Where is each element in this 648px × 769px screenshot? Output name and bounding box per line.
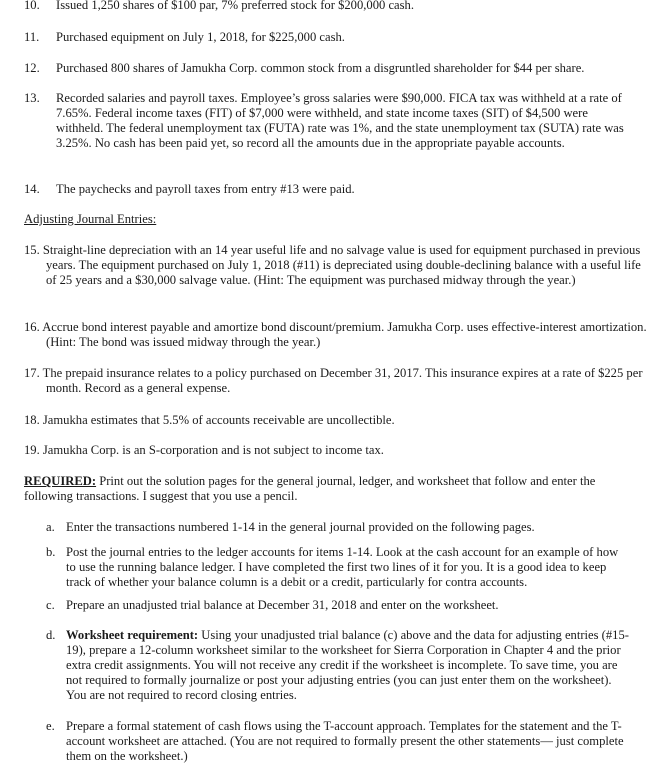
sub-item-letter: d. (46, 628, 56, 642)
item-11 (24, 30, 630, 45)
sub-item-b (46, 545, 630, 590)
worksheet-requirement-label: Worksheet requirement: (66, 628, 199, 642)
sub-item-text: Prepare an unadjusted trial balance at December 31, 2018 and enter on the worksheet. (66, 598, 499, 612)
sub-item-letter: c. (46, 598, 55, 612)
item-text: Purchased equipment on July 1, 2018, for $225,000 cash. (56, 30, 345, 44)
item-number: 10. (24, 0, 40, 12)
item-text: Recorded salaries and payroll taxes. Employee’s gross salaries were $90,000. FICA tax was withheld at a rate of 7.65%. Federal income taxes (FIT) of $7,000 were withheld, and state income taxes (SIT) of $4,500 were withheld. The federal unemployment tax (FUTA) rate was 1%, and the state unemployment tax (SUTA) rate was 3.25%. No cash has been paid yet, so record all the amounts due in the appropriate payable accounts. (56, 91, 624, 150)
sub-item-text: Post the journal entries to the ledger accounts for items 1-14. Look at the cash account for an example of how to use the running balance ledger. I have completed the first two lines of it for you. It is a good idea to keep track of whether your balance column is a debit or a credit, particularly for contra accounts. (66, 545, 619, 589)
required-paragraph (24, 474, 630, 504)
item-text: Purchased 800 shares of Jamukha Corp. common stock from a disgruntled shareholder for $44 per share. (56, 61, 585, 75)
sub-item-letter: e. (46, 719, 55, 733)
sub-item-d (46, 628, 630, 703)
item-19: 19. Jamukha Corp. is an S-corporation and is not subject to income tax. (24, 443, 384, 457)
item-16: 16. Accrue bond interest payable and amortize bond discount/premium. Jamukha Corp. uses effective-interest amortization. (Hint: The bond was issued midway through the year.) (24, 320, 647, 349)
item-number: 12. (24, 61, 40, 75)
item-number: 11. (24, 30, 40, 44)
item-number: 14. (24, 182, 40, 196)
required-text: Print out the solution pages for the general journal, ledger, and worksheet that follow and enter the following transactions. I suggest that you use a pencil. (24, 474, 596, 503)
sub-item-text: Prepare a formal statement of cash flows using the T-account approach. Templates for the statement and the T-account worksheet are attached. (You are not required to formally present the other statements— just complete them on the worksheet.) (66, 719, 624, 763)
sub-item-a (46, 520, 630, 535)
item-text: Issued 1,250 shares of $100 par, 7% preferred stock for $200,000 cash. (56, 0, 414, 12)
sub-item-e (46, 719, 630, 764)
worksheet-requirement-text: Using your unadjusted trial balance (c) above and the data for adjusting entries (#15-19), prepare a 12-column worksheet similar to the worksheet for Sierra Corporation in Chapter 4 and the prior extra credit assignments. You will not receive any credit if the worksheet is incomplete. To save time, you are not required to formally journalize or post your adjusting entries (you can just enter them on the worksheet). You are not required to record closing entries. (66, 628, 629, 702)
item-number: 13. (24, 91, 40, 105)
item-15: 15. Straight-line depreciation with an 14 year useful life and no salvage value is used for equipment purchased in previous years. The equipment purchased on July 1, 2018 (#11) is depreciated using double-declining balance with a useful life of 25 years and a $30,000 salvage value. (Hint: The equipment was purchased midway through the year.) (24, 243, 641, 287)
item-text: The paychecks and payroll taxes from entry #13 were paid. (56, 182, 355, 196)
sub-item-text (66, 628, 630, 703)
item-13 (24, 91, 630, 151)
item-12 (24, 61, 630, 76)
item-14 (24, 182, 630, 197)
required-label: REQUIRED: (24, 474, 97, 488)
item-17: 17. The prepaid insurance relates to a policy purchased on December 31, 2017. This insurance expires at a rate of $225 per month. Record as a general expense. (24, 366, 643, 395)
sub-item-text: Enter the transactions numbered 1-14 in the general journal provided on the following pages. (66, 520, 535, 534)
item-10 (24, 0, 630, 13)
sub-item-c (46, 598, 630, 613)
item-18: 18. Jamukha estimates that 5.5% of accounts receivable are uncollectible. (24, 413, 395, 427)
sub-item-letter: a. (46, 520, 55, 534)
adjusting-heading: Adjusting Journal Entries: (24, 212, 157, 226)
sub-item-letter: b. (46, 545, 56, 559)
